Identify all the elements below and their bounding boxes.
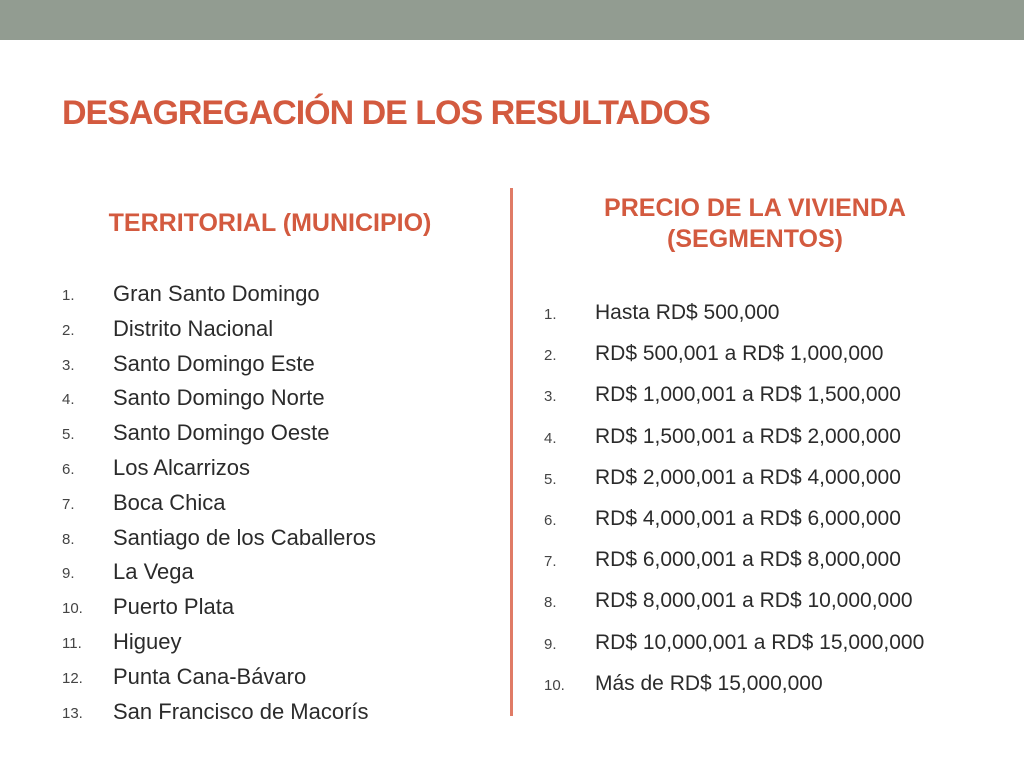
item-number: 10. (62, 600, 83, 618)
item-number: 3. (544, 388, 557, 406)
item-label: Punta Cana-Bávaro (113, 663, 307, 689)
price-heading-line2: (SEGMENTOS) (667, 225, 843, 253)
price-heading-line1: PRECIO DE LA VIVIENDA (604, 194, 906, 222)
list-item (544, 462, 984, 503)
item-label: RD$ 500,001 a RD$ 1,000,000 (595, 342, 884, 366)
list-item (62, 557, 482, 592)
item-number: 7. (544, 553, 557, 571)
item-label: Santo Domingo Oeste (113, 420, 330, 446)
item-label: RD$ 1,500,001 a RD$ 2,000,000 (595, 424, 901, 448)
list-item (62, 697, 482, 732)
item-label: Gran Santo Domingo (113, 281, 320, 306)
list-item (62, 383, 482, 418)
list-item (544, 379, 984, 420)
item-number: 11. (62, 634, 82, 652)
item-number: 5. (62, 426, 75, 444)
list-item (62, 418, 482, 453)
list-item (62, 314, 482, 349)
item-number: 2. (62, 321, 75, 339)
list-item (544, 503, 984, 544)
item-number: 9. (544, 635, 557, 653)
item-number: 3. (62, 356, 75, 374)
item-label: La Vega (113, 559, 194, 585)
item-number: 8. (62, 530, 75, 548)
slide-title: DESAGREGACIÓN DE LOS RESULTADOS (62, 94, 710, 132)
list-item (544, 627, 984, 668)
price-segment-list (544, 297, 984, 709)
top-bar (0, 0, 1024, 40)
item-label: RD$ 4,000,001 a RD$ 6,000,000 (595, 506, 901, 530)
list-item (544, 338, 984, 379)
item-label: RD$ 10,000,001 a RD$ 15,000,000 (595, 630, 925, 654)
item-label: RD$ 2,000,001 a RD$ 4,000,000 (595, 465, 901, 489)
list-item (62, 592, 482, 627)
item-label: Higuey (113, 628, 182, 654)
item-number: 9. (62, 565, 75, 583)
list-item (544, 544, 984, 585)
item-label: RD$ 6,000,001 a RD$ 8,000,000 (595, 548, 901, 572)
item-number: 4. (544, 429, 557, 447)
list-item (544, 668, 984, 709)
item-label: Más de RD$ 15,000,000 (595, 671, 823, 695)
list-item (62, 523, 482, 558)
item-label: Santo Domingo Este (113, 350, 315, 376)
price-heading (540, 193, 970, 255)
list-item (62, 453, 482, 488)
item-number: 5. (544, 470, 557, 488)
territorial-heading: TERRITORIAL (MUNICIPIO) (108, 209, 432, 237)
item-label: Hasta RD$ 500,000 (595, 301, 780, 324)
item-number: 10. (544, 676, 565, 694)
list-item (62, 279, 482, 314)
list-item (62, 627, 482, 662)
municipality-list (62, 279, 482, 731)
item-number: 12. (62, 669, 83, 687)
item-number: 4. (62, 391, 75, 409)
item-number: 6. (544, 511, 557, 529)
item-label: RD$ 8,000,001 a RD$ 10,000,000 (595, 589, 913, 613)
item-label: Los Alcarrizos (113, 454, 250, 480)
item-label: Puerto Plata (113, 594, 235, 620)
item-number: 6. (62, 460, 75, 478)
list-item (62, 488, 482, 523)
item-label: RD$ 1,000,001 a RD$ 1,500,000 (595, 383, 901, 407)
item-number: 2. (544, 347, 557, 365)
list-item (62, 349, 482, 384)
list-item (544, 421, 984, 462)
item-number: 13. (62, 704, 83, 722)
list-item (62, 662, 482, 697)
item-number: 1. (544, 306, 557, 323)
item-label: Boca Chica (113, 489, 226, 515)
item-label: Santiago de los Caballeros (113, 524, 376, 550)
item-number: 7. (62, 495, 75, 513)
column-divider (510, 188, 513, 716)
item-number: 1. (62, 287, 75, 304)
list-item (544, 297, 984, 338)
item-label: Santo Domingo Norte (113, 385, 325, 411)
item-label: Distrito Nacional (113, 315, 274, 341)
item-number: 8. (544, 594, 557, 612)
list-item (544, 585, 984, 626)
item-label: San Francisco de Macorís (113, 698, 369, 724)
